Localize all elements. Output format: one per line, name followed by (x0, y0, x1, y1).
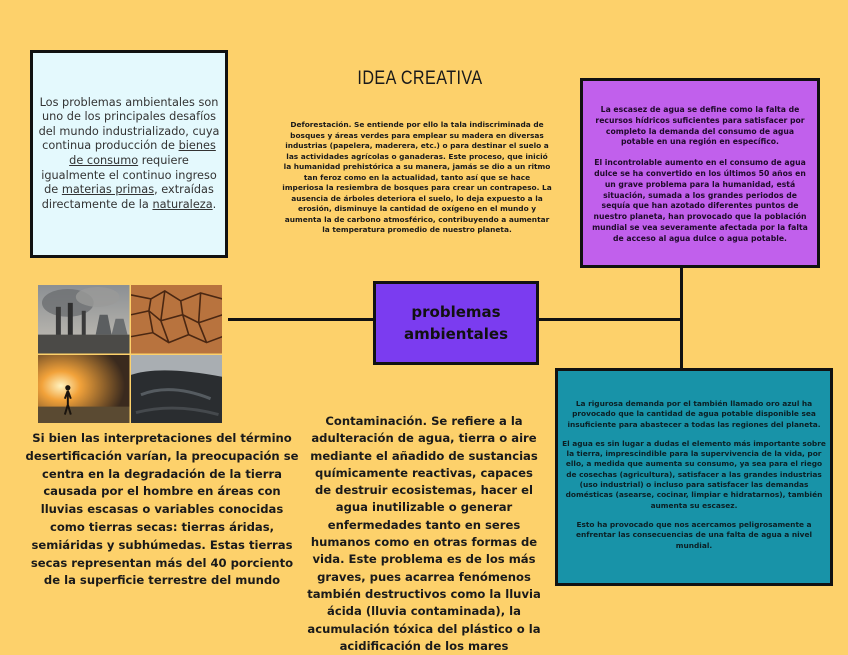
intro-text: Los problemas ambientales son uno de los principales desafíos del mundo industrializado, cuya continua producción de bienes de consumo requiere igualmente el continuo ingreso de materias primas, extraídas directamente de la naturaleza. (38, 95, 220, 211)
contamination-text: Contaminación. Se refiere a la adulteración de agua, tierra o aire mediante el añadido de sustancias químicamente reactivas, capaces de destruir ecosistemas, hacer el agua inutilizable o generar enfermedades tanto en seres humanos como en otras formas de vida. Este problema es de los más graves, pues acarrea fenómenos también destructivos como la lluvia ácida (lluvia contaminada), la acumulación tóxica del plástico o la acidificación de los mares (307, 414, 541, 653)
water-demand-box (555, 368, 833, 586)
connector-vertical-right (680, 266, 683, 370)
water-scarcity-paragraph-1: La escasez de agua se define como la falta de recursos hídricos suficientes para satisfacer por completo la demanda del consumo de agua potable en una región en específico. (595, 105, 805, 147)
water-demand-paragraph-3: Esto ha provocado que nos acercamos peligrosamente a enfrentar las consecuencias de una falta de agua a nivel mundial. (575, 519, 813, 550)
link-naturaleza[interactable]: naturaleza (152, 197, 213, 211)
water-scarcity-paragraph-2: El incontrolable aumento en el consumo de agua dulce se ha convertido en los últimos 50 años en un grave problema para la humanidad, está situación, sumada a los grandes periodos de sequía que han azotado diferentes puntos de nuestro planeta, han provocado que la población mundial se vea severamente afectada por la falta de acceso al agua dulce o agua potable. (592, 158, 808, 243)
link-materias-primas[interactable]: materias primas (61, 183, 155, 197)
water-demand-paragraph-2: El agua es sin lugar a dudas el elemento más importante sobre la tierra, imprescindible para la supervivencia de la vida, por ello, a medida que aumenta su consumo, ya sea para el riego de cosechas (agricultura), satisfacer a las grandes industrias (uso industrial) o incluso para satisfacer las demandas domésticas (asearse, cocinar, limpiar e hidratarnos), también aumenta su escasez. (562, 438, 826, 510)
desertification-text: Si bien las interpretaciones del término desertificación varían, la preocupación se centra en la degradación de la tierra causada por el hombre en áreas con lluvias escasas o variables conocidas como tierras secas: tierras áridas, semiáridas y subhúmedas. Estas tierras secas representan más del 40 porciento de la superficie terrestre del mundo (25, 431, 299, 588)
oil-spill-image (131, 355, 223, 424)
intro-box (30, 50, 228, 258)
water-scarcity-box (580, 78, 820, 268)
connector-center-left (228, 318, 374, 321)
drought-sunset-image (38, 355, 130, 424)
environment-image-collage (38, 285, 222, 423)
factory-pollution-image (38, 285, 130, 354)
cracked-earth-image (131, 285, 223, 354)
link-bienes-de-consumo[interactable]: bienes de consumo (69, 139, 216, 167)
central-topic-node (373, 281, 539, 365)
central-topic-label: problemas ambientales (403, 303, 509, 343)
water-demand-paragraph-1: La rigurosa demanda por el también llamado oro azul ha provocado que la cantidad de agua potable disponible sea insuficiente para abastecer a todas las regiones del planeta. (567, 399, 821, 429)
page-title: IDEA CREATIVA (357, 68, 483, 89)
connector-center-right (538, 318, 683, 321)
deforestation-text: Deforestación. Se entiende por ello la tala indiscriminada de bosques y áreas verdes para emplear su madera en diversas industrias (papelera, maderera, etc.) o para destinar el suelo a las actividades agrícolas o ganaderas. Este proceso, que inició la humanidad prehistórica a su manera, jamás se dio a un ritmo tan feroz como en la actualidad, tanto así que se hace imperiosa la resiembra de bosques para crear un contrapeso. La ausencia de árboles deteriora el suelo, lo deja expuesto a la erosión, disminuye la cantidad de oxígeno en el mundo y aumenta la de carbono atmosférico, contribuyendo a aumentar la temperatura promedio de nuestro planeta. (282, 120, 552, 234)
